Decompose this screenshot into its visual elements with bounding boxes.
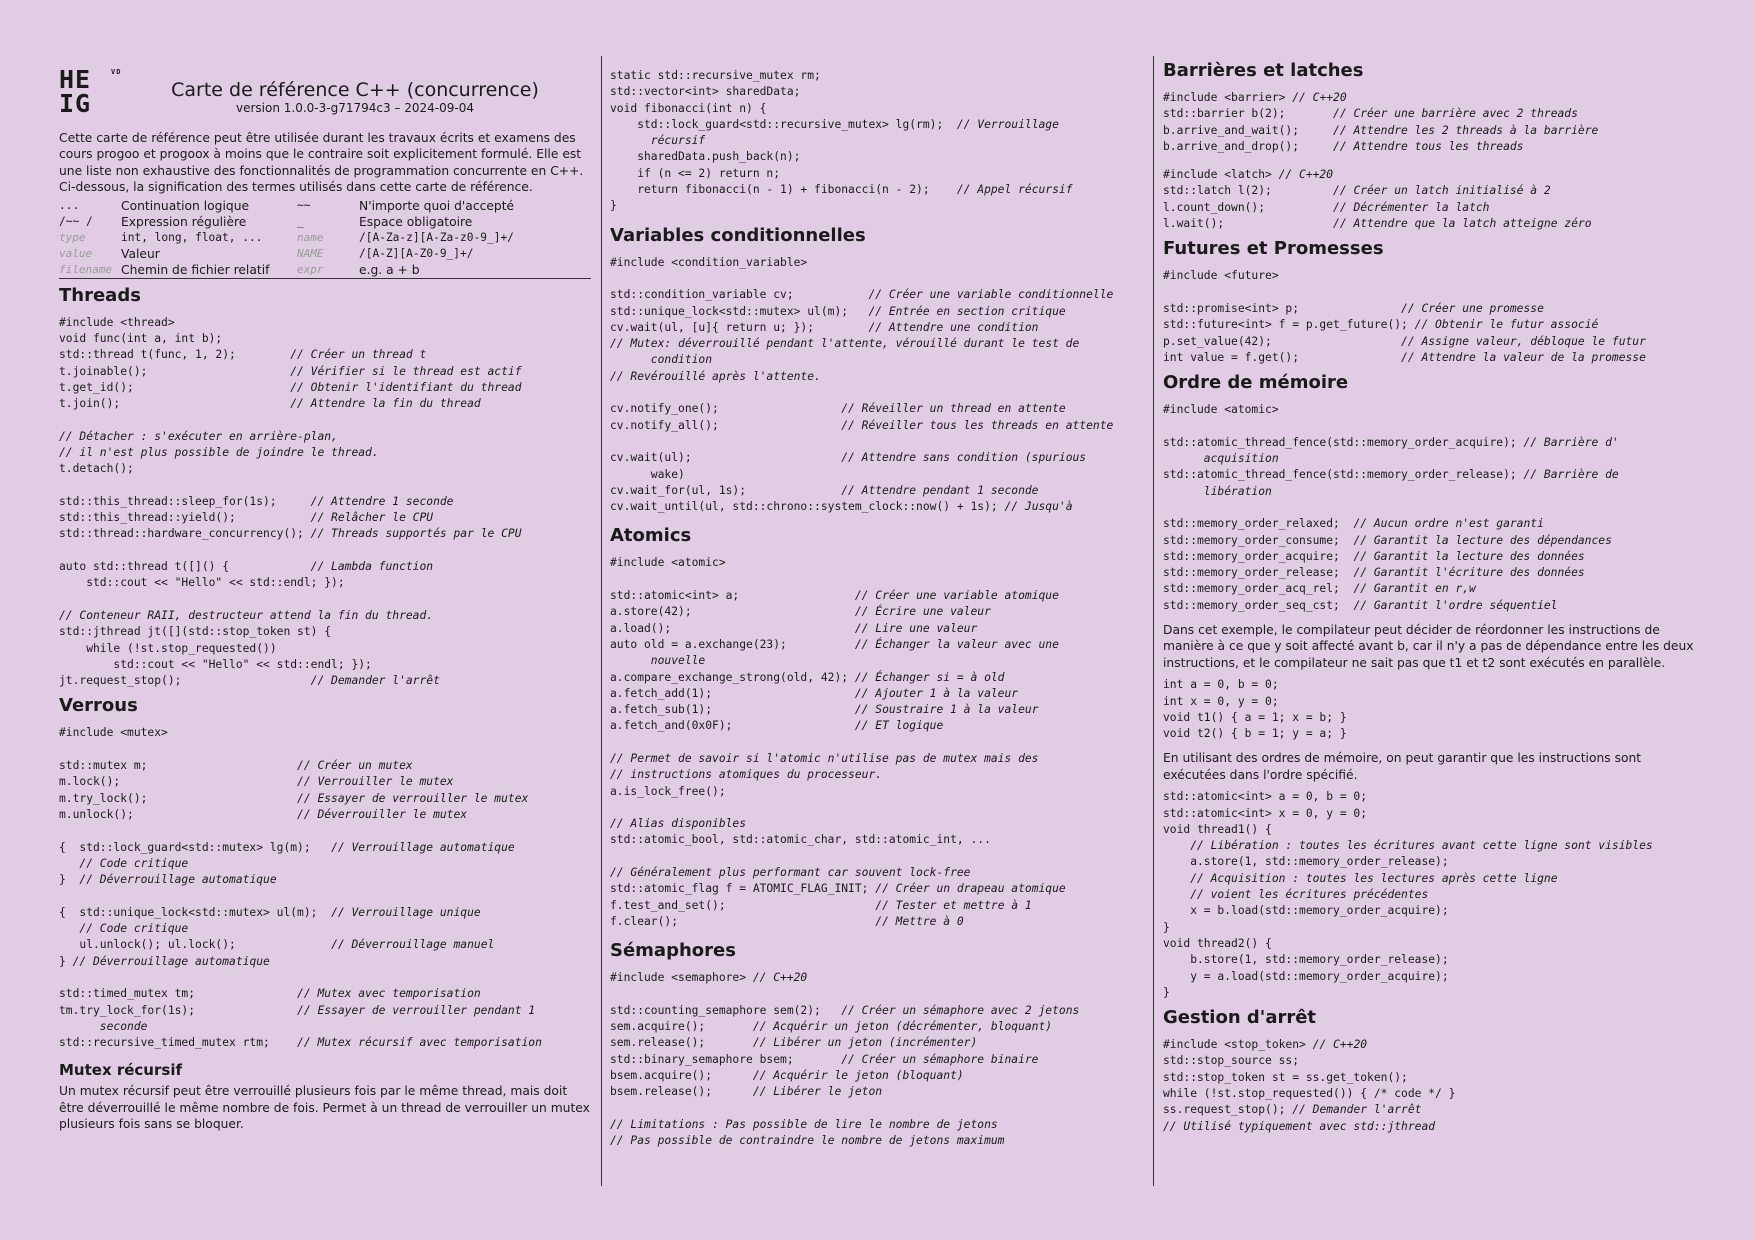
definition-row: [59, 198, 591, 214]
code-barrieres-2: #include <latch> // C++20 std::latch l(2); // Créer un latch initialisé à 2 l.count_down(); // Décrémenter la latch l.wait(); // Attendre que la latch atteigne zéro: [1163, 168, 1592, 231]
section-title-memoire: Ordre de mémoire: [1163, 372, 1349, 394]
section-title-variables: Variables conditionnelles: [610, 224, 866, 246]
code-atomics: #include <atomic> std::atomic<int> a; // Créer une variable atomique a.store(42); // Écrire une valeur a.load(); // Lire une valeur auto old = a.exchange(23); // Échanger la valeur avec une nouvelle a.compare_exchange_strong(old, 42); // Échanger si = à old a.fetch_add(1); // Ajouter 1 à la valeur a.fetch_sub(1); // Soustraire 1 à la valeur a.fetch_and(0x0F); // ET logique // Permet de savoir si l'atomic n'utilise pas de mutex mais des // instructions atomiques du processeur. a.is_lock_free(); // Alias disponibles std::atomic_bool, std::atomic_char, std::atomic_int, ... // Généralement plus performant car souvent lock-free std::atomic_flag f = ATOMIC_FLAG_INIT; // Créer un drapeau atomique f.test_and_set(); // Tester et mettre à 1 f.clear(); // Mettre à 0: [610, 556, 1066, 928]
section-title-futures: Futures et Promesses: [1163, 238, 1384, 260]
logo-top: HE: [59, 65, 92, 94]
column-divider-1: [601, 56, 602, 1186]
definition-term: _: [297, 214, 304, 228]
heig-logo: [59, 65, 122, 118]
definition-term: name: [297, 230, 324, 244]
definition-row: [59, 230, 591, 246]
column-3: [1163, 60, 1703, 1141]
mutex-recursif-text: Un mutex récursif peut être verrouillé plusieurs fois par le même thread, mais doit être déverrouillé le même nombre de fois. Permet à un thread de verrouiller un mutex plusieurs fois sans se bloquer.: [59, 1084, 590, 1132]
header: [59, 54, 591, 120]
definition-term: ...: [59, 198, 80, 212]
definition-desc: e.g. a + b: [359, 262, 420, 277]
code-memoire-2: int a = 0, b = 0; int x = 0, y = 0; void t1() { a = 1; x = b; } void t2() { b = 1; y = a; }: [1163, 678, 1347, 741]
memoire-text-2: En utilisant des ordres de mémoire, on peut garantir que les instructions sont exécutées dans l'ordre spécifié.: [1163, 751, 1642, 782]
definition-term: ~~: [297, 198, 311, 212]
definition-desc: Chemin de fichier relatif: [121, 262, 270, 277]
definition-desc: Espace obligatoire: [359, 214, 473, 229]
version: version 1.0.0-3-g71794c3 – 2024-09-04: [236, 101, 474, 115]
definition-term: /~~ /: [59, 214, 93, 228]
section-title-verrous: Verrous: [59, 695, 138, 717]
definition-term: type: [59, 230, 86, 244]
code-threads: #include <thread> void func(int a, int b); std::thread t(func, 1, 2); // Créer un thread t t.joinable(); // Vérifier si le thread est actif t.get_id(); // Obtenir l'identifiant du thread t.join(); // Attendre la fin du thread // Détacher : s'exécuter en arrière-plan, // il n'est plus possible de joindre le thread. t.detach(); std::this_thread::sleep_for(1s); // Attendre 1 seconde std::this_thread::yield(); // Relâcher le CPU std::thread::hardware_concurrency(); // Threads supportés par le CPU auto std::thread t([]() { // Lambda function std::cout << "Hello" << std::endl; }); // Conteneur RAII, destructeur attend la fin du thread. std::jthread jt([](std::stop_token st) { while (!st.stop_requested()) std::cout << "Hello" << std::endl; }); jt.request_stop(); // Demander l'arrêt: [59, 315, 522, 688]
section-title-semaphores: Sémaphores: [610, 940, 736, 962]
code-semaphores: #include <semaphore> // C++20 std::counting_semaphore sem(2); // Créer un sémaphore avec 2 jetons sem.acquire(); // Acquérir un jeton (décrémenter, bloquant) sem.release(); // Libérer un jeton (incrémenter) std::binary_semaphore bsem; // Créer un sémaphore binaire bsem.acquire(); // Acquérir le jeton (bloquant) bsem.release(); // Libérer le jeton // Limitations : Pas possible de lire le nombre de jetons // Pas possible de contraindre le nombre de jetons maximum: [610, 971, 1080, 1148]
column-1: [59, 54, 591, 1133]
definition-term: NAME: [297, 246, 324, 260]
code-variables: #include <condition_variable> std::condition_variable cv; // Créer une variable conditionnelle std::unique_lock<std::mutex> ul(m); // Entrée en section critique cv.wait(ul, [u]{ return u; }); // Attendre une condition // Mutex: déverrouillé pendant l'attente, vérouillé durant le test de condition // Revérouillé après l'attente. cv.notify_one(); // Réveiller un thread en attente cv.notify_all(); // Réveiller tous les threads en attente cv.wait(ul); // Attendre sans condition (spurious wake) cv.wait_for(ul, 1s); // Attendre pendant 1 seconde cv.wait_until(ul, std::chrono::system_clock::now() + 1s); // Jusqu'à: [610, 255, 1114, 514]
definition-desc: /[A-Z][A-Z0-9_]+/: [359, 246, 474, 260]
definitions-table: [59, 198, 591, 279]
section-title-arret: Gestion d'arrêt: [1163, 1007, 1317, 1029]
memoire-text-1: Dans cet exemple, le compilateur peut décider de réordonner les instructions de manière à ce que y soit affecté avant b, car il n'y a pas de dépendance entre les deux instructions, et le compilateur ne sait pas que t1 et t2 sont exécutés en parallèle.: [1163, 623, 1694, 670]
definition-term: value: [59, 246, 93, 260]
code-memoire-1: #include <atomic> std::atomic_thread_fence(std::memory_order_acquire); // Barrière d' acquisition std::atomic_thread_fence(std::memory_order_release); // Barrière de libération std::memory_order_relaxed; // Aucun ordre n'est garanti std::memory_order_consume; // Garantit la lecture des dépendances std::memory_order_acquire; // Garantit la lecture des données std::memory_order_release; // Garantit l'écriture des données std::memory_order_acq_rel; // Garantit en r,w std::memory_order_seq_cst; // Garantit l'ordre séquentiel: [1163, 403, 1619, 612]
logo-sup: VD: [111, 68, 122, 76]
section-title-threads: Threads: [59, 284, 141, 306]
code-arret: #include <stop_token> // C++20 std::stop_source ss; std::stop_token st = ss.get_token(); while (!st.stop_requested()) { /* code */ } ss.request_stop(); // Demander l'arrêt // Utilisé typiquement avec std::jthread: [1163, 1038, 1456, 1133]
code-futures: #include <future> std::promise<int> p; // Créer une promesse std::future<int> f = p.get_future(); // Obtenir le futur associé p.set_value(42); // Assigne valeur, débloque le futur int value = f.get(); // Attendre la valeur de la promesse: [1163, 269, 1646, 364]
definition-desc: int, long, float, ...: [121, 230, 263, 244]
definition-desc: Continuation logique: [121, 198, 250, 213]
definition-term: filename: [59, 262, 112, 276]
code-memoire-3: std::atomic<int> a = 0, b = 0; std::atomic<int> x = 0, y = 0; void thread1() { // Libération : toutes les écritures avant cette ligne sont visibles a.store(1, std::memory_order_release); // Acquisition : toutes les lectures après cette ligne // voient les écritures précédentes x = b.load(std::memory_order_acquire); } void thread2() { b.store(1, std::memory_order_release); y = a.load(std::memory_order_acquire); }: [1163, 790, 1653, 999]
definition-row: [59, 214, 591, 230]
section-title-mutex-recursif: Mutex récursif: [59, 1061, 182, 1080]
code-mutex-recursif: static std::recursive_mutex rm; std::vector<int> sharedData; void fibonacci(int n) { std::lock_guard<std::recursive_mutex> lg(rm); // Verrouillage récursif sharedData.push_back(n); if (n <= 2) return n; return fibonacci(n - 1) + fibonacci(n - 2); // Appel récursif }: [610, 69, 1073, 213]
definition-desc: N'importe quoi d'accepté: [359, 198, 515, 213]
intro-text: Cette carte de référence peut être utilisée durant les travaux écrits et examens des cours progoo et progoox à moins que le contraire soit explicitement formulé. Elle est une liste non exhaustive des fonctionnalités de programmation concurrente en C++. Ci-dessous, la signification des termes utilisés dans cette carte de référence.: [59, 131, 584, 195]
definition-row: [59, 246, 591, 262]
section-title-barrieres: Barrières et latches: [1163, 60, 1364, 81]
page-title: Carte de référence C++ (concurrence): [171, 79, 539, 101]
definition-term: expr: [297, 262, 324, 276]
definition-desc: Valeur: [121, 246, 160, 261]
code-verrous: #include <mutex> std::mutex m; // Créer un mutex m.lock(); // Verrouiller le mutex m.try_lock(); // Essayer de verrouiller le mutex m.unlock(); // Déverrouiller le mutex { std::lock_guard<std::mutex> lg(m); // Verrouillage automatique // Code critique } // Déverrouillage automatique { std::unique_lock<std::mutex> ul(m); // Verrouillage unique // Code critique ul.unlock(); ul.lock(); // Déverrouillage manuel } // Déverrouillage automatique std::timed_mutex tm; // Mutex avec temporisation tm.try_lock_for(1s); // Essayer de verrouiller pendant 1 seconde std::recursive_timed_mutex rtm; // Mutex récursif avec temporisation: [59, 726, 542, 1050]
column-2: [610, 68, 1142, 1156]
definition-desc: Expression régulière: [121, 214, 247, 229]
column-divider-2: [1153, 56, 1154, 1186]
section-title-atomics: Atomics: [610, 525, 692, 547]
code-barrieres-1: #include <barrier> // C++20 std::barrier b(2); // Créer une barrière avec 2 threads b.arrive_and_wait(); // Attendre les 2 threads à la barrière b.arrive_and_drop(); // Attendre tous les threads: [1163, 91, 1599, 153]
definition-row: [59, 262, 591, 279]
logo-bottom: IG: [59, 89, 92, 118]
definition-desc: /[A-Za-z][A-Za-z0-9_]+/: [359, 230, 514, 244]
